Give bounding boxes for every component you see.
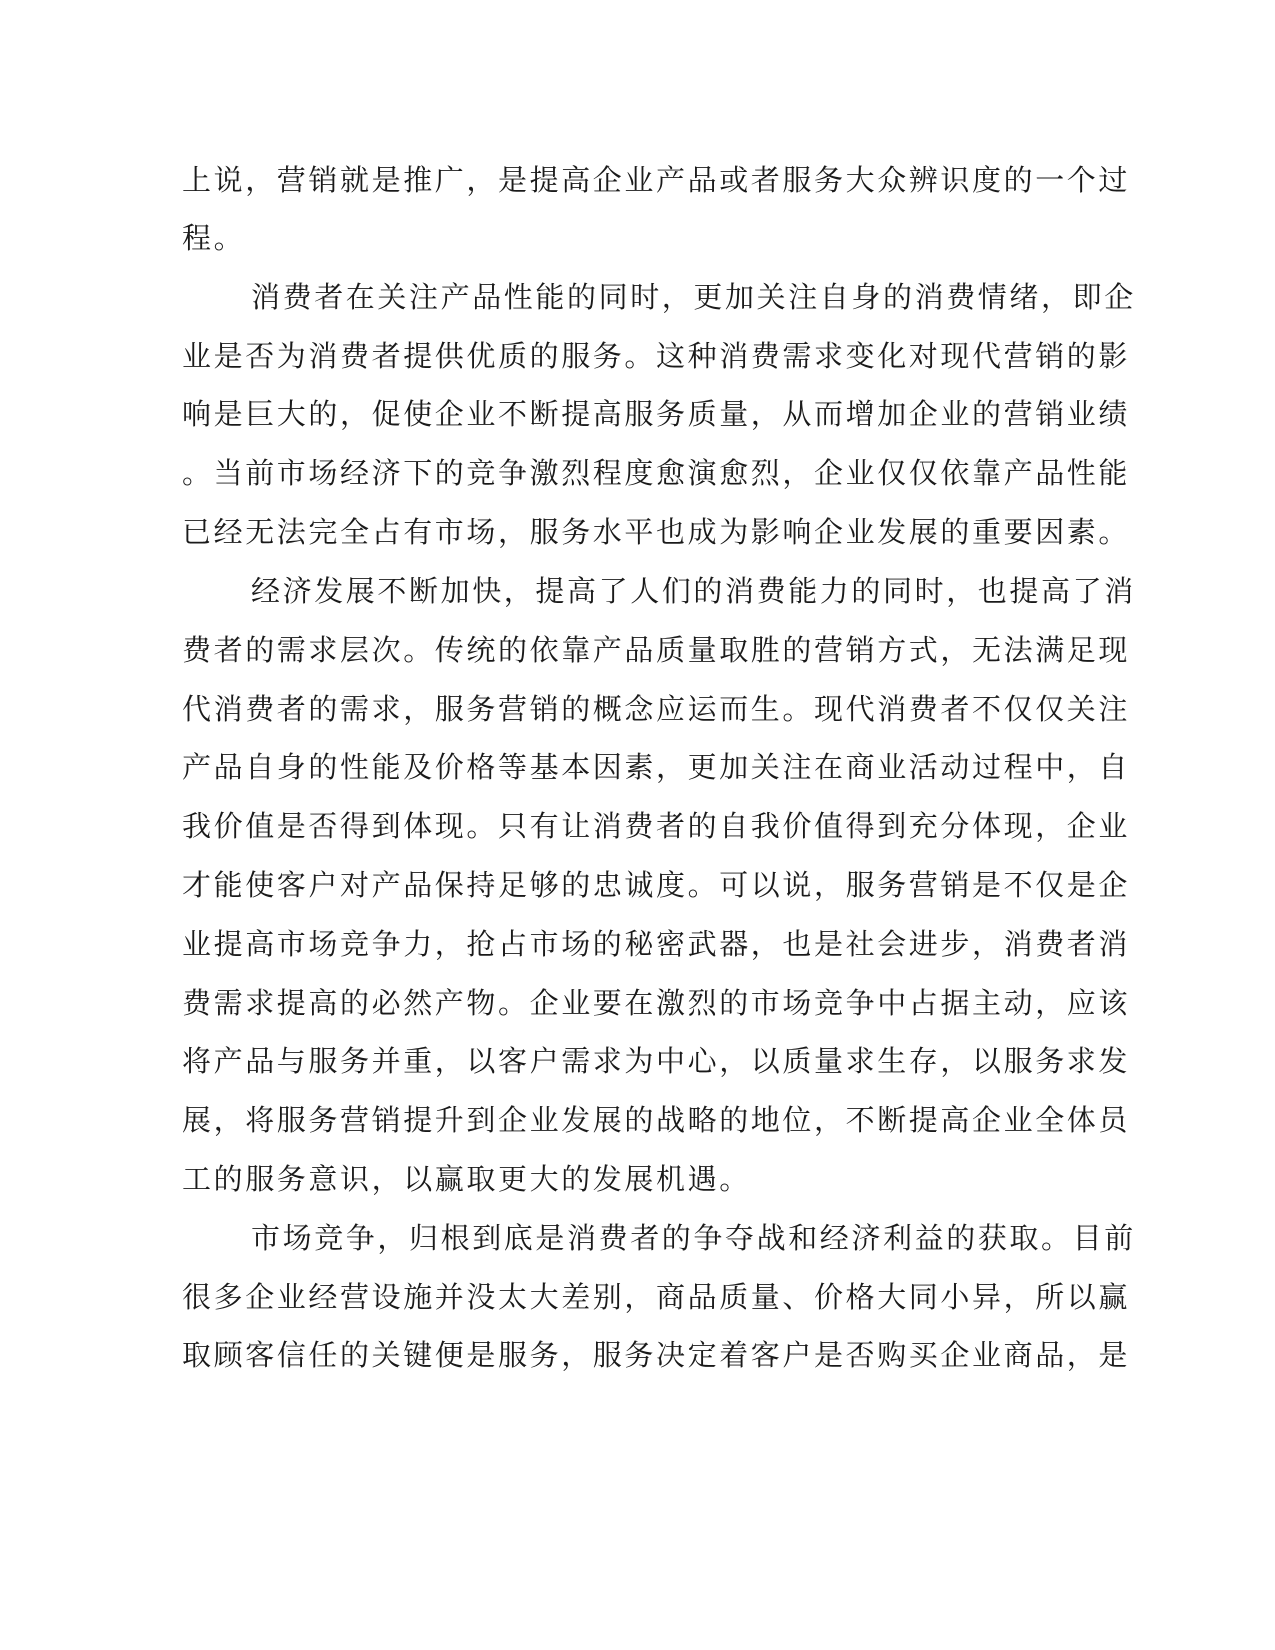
paragraph-line: 程。 xyxy=(182,221,246,255)
paragraph-first-line: 市场竞争，归根到底是消费者的争夺战和经济利益的获取。目前 xyxy=(251,1221,1136,1255)
paragraph-line: 上说，营销就是推广，是提高企业产品或者服务大众辨识度的一个过 xyxy=(182,163,1131,197)
paragraph-line: 工的服务意识，以赢取更大的发展机遇。 xyxy=(182,1162,751,1196)
paragraph-line: 响是巨大的，促使企业不断提高服务质量，从而增加企业的营销业绩 xyxy=(182,397,1131,431)
paragraph-line: 取顾客信任的关键便是服务，服务决定着客户是否购买企业商品，是 xyxy=(182,1338,1131,1372)
paragraph-line: 费者的需求层次。传统的依靠产品质量取胜的营销方式，无法满足现 xyxy=(182,633,1131,667)
paragraph-line: 很多企业经营设施并没太大差别，商品质量、价格大同小异，所以赢 xyxy=(182,1280,1131,1314)
paragraph-line: 展，将服务营销提升到企业发展的战略的地位，不断提高企业全体员 xyxy=(182,1103,1131,1137)
paragraph-line: 已经无法完全占有市场，服务水平也成为影响企业发展的重要因素。 xyxy=(182,515,1131,549)
paragraph-first-line: 经济发展不断加快，提高了人们的消费能力的同时，也提高了消 xyxy=(251,574,1136,608)
paragraph-line: 费需求提高的必然产物。企业要在激烈的市场竞争中占据主动，应该 xyxy=(182,986,1131,1020)
paragraph-line: 业是否为消费者提供优质的服务。这种消费需求变化对现代营销的影 xyxy=(182,339,1131,373)
paragraph-line: 产品自身的性能及价格等基本因素，更加关注在商业活动过程中，自 xyxy=(182,750,1131,784)
paragraph-line: 才能使客户对产品保持足够的忠诚度。可以说，服务营销是不仅是企 xyxy=(182,868,1131,902)
paragraph-first-line: 消费者在关注产品性能的同时，更加关注自身的消费情绪，即企 xyxy=(251,280,1136,314)
paragraph-line: 将产品与服务并重，以客户需求为中心，以质量求生存，以服务求发 xyxy=(182,1044,1131,1078)
paragraph-line: 业提高市场竞争力，抢占市场的秘密武器，也是社会进步，消费者消 xyxy=(182,927,1131,961)
paragraph-line: 我价值是否得到体现。只有让消费者的自我价值得到充分体现，企业 xyxy=(182,809,1131,843)
paragraph-line: 代消费者的需求，服务营销的概念应运而生。现代消费者不仅仅关注 xyxy=(182,692,1131,726)
paragraph-line: 。当前市场经济下的竞争激烈程度愈演愈烈，企业仅仅依靠产品性能 xyxy=(182,456,1131,490)
